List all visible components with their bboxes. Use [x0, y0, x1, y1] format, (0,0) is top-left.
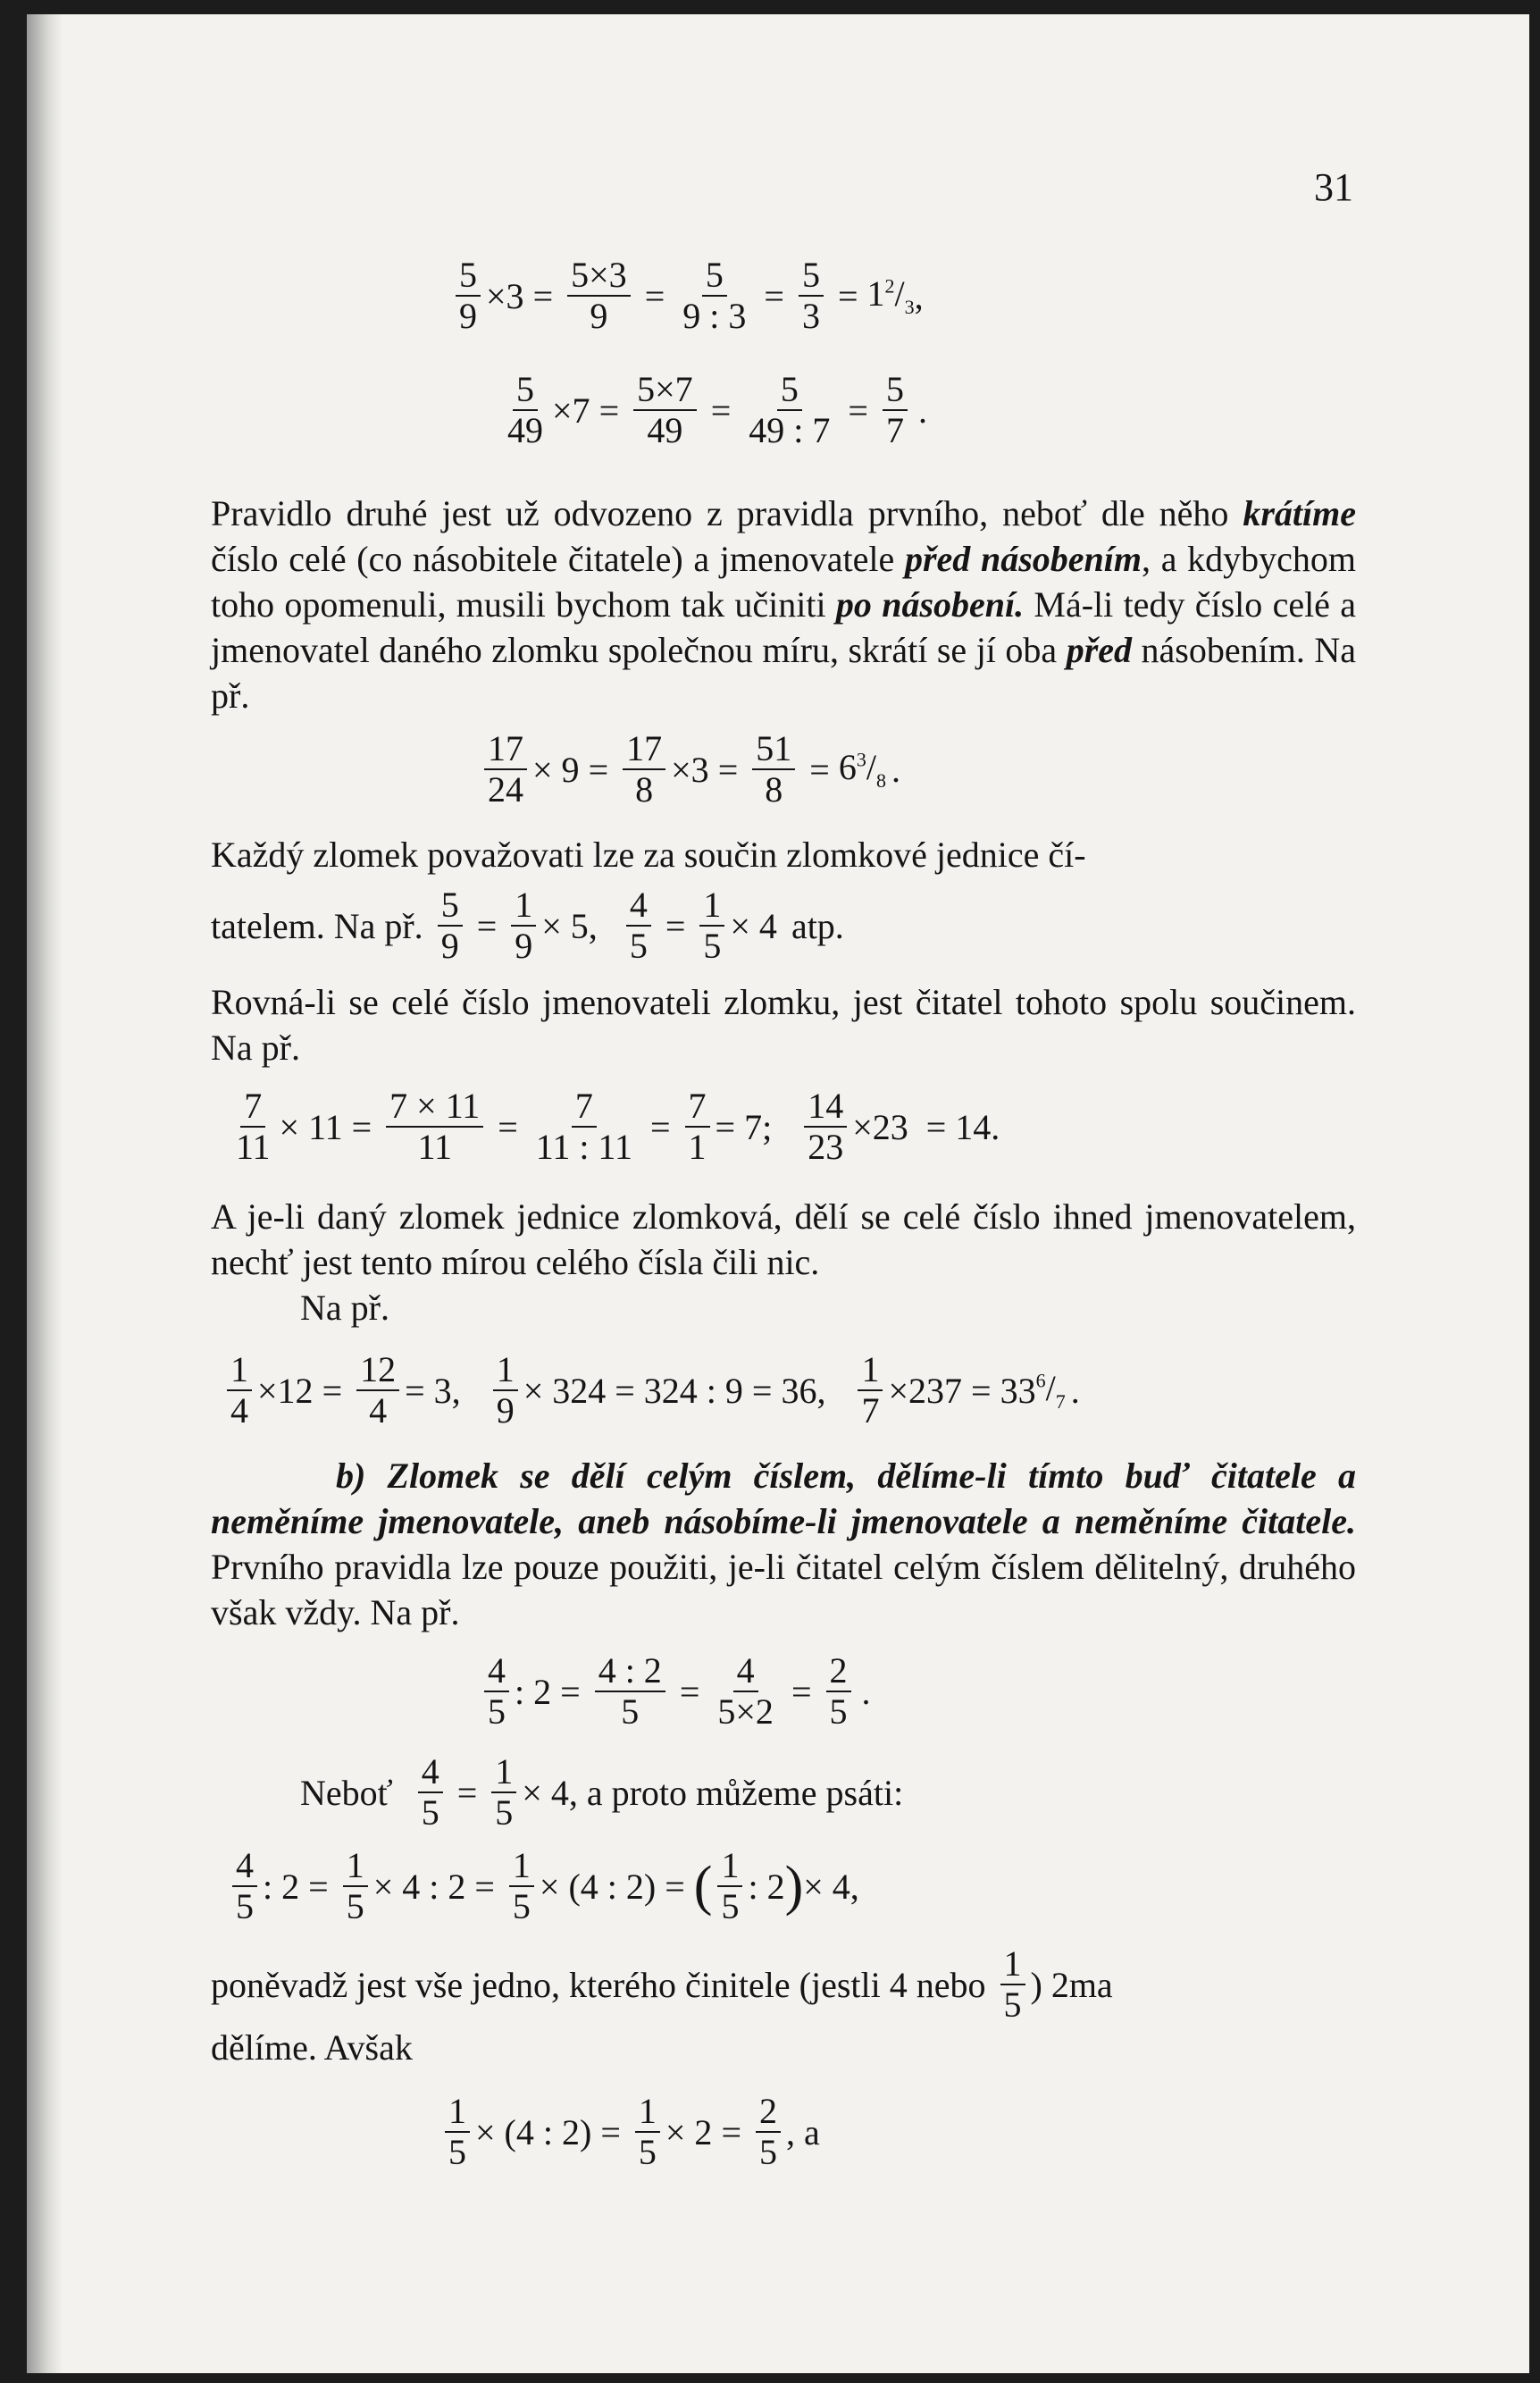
fraction: $\frac{4}{5\times 2}$	[717, 1650, 774, 1732]
equation-3: $\frac{17}{24}$ × 9 = $\frac{17}{8}$ ×3 = $\frac{51}{8}$ = $6^3/_8$ .	[479, 729, 1540, 810]
fraction: $\frac{5\times 3}{9}$	[567, 256, 631, 336]
fraction: $\frac{1}{5}$	[1000, 1944, 1025, 2025]
fraction: $\frac{1}{5}$	[445, 2092, 470, 2172]
fraction: $\frac{7}{11}$	[236, 1086, 271, 1167]
book-page	[27, 14, 1529, 2373]
equation-6: $\frac{1}{4}$ ×12 = $\frac{12}{4}$ = 3, $\frac{1}{9}$ × 324 = 324 : 9 = 36, $\frac{1}{7}$ ×237 = 33 $^6/_7$ .	[222, 1350, 1367, 1431]
fraction: $\frac{17}{8}$	[623, 729, 665, 810]
fraction: $\frac{4}{5}$	[418, 1752, 443, 1833]
equation-11: $\frac{1}{5}$ × (4 : 2) = $\frac{1}{5}$ × 2 = $\frac{2}{5}$ , a	[439, 2092, 1540, 2172]
fraction: $\frac{7 \times 11}{11}$	[386, 1087, 483, 1167]
mixed-number: $6^3/_8$	[838, 747, 886, 792]
fraction: $\frac{7}{11 : 11}$	[535, 1086, 632, 1167]
paragraph-5: b) Zlomek se dělí celým číslem, dělíme-li tímto buď čitatele a neměníme jmenovatele, aneb násobíme-li jmenovatele a neměníme čitatele. Prvního pravidla lze pouze použiti, je-li čitatel celým číslem dělitelný, druhého však vždy. Na př.	[211, 1456, 1356, 1632]
mixed-number: $^6/_7$	[1035, 1368, 1066, 1413]
fraction: $\frac{1}{5}$	[491, 1752, 516, 1833]
fraction: $\frac{7}{1}$	[685, 1087, 710, 1167]
fraction: $\frac{5}{9 : 3}$	[682, 255, 747, 336]
fraction: $\frac{1}{5}$	[717, 1846, 742, 1926]
spine-shadow	[27, 14, 63, 2373]
equation-1: $\frac{5}{9}$ ×3 = $\frac{5\times 3}{9}$ = $\frac{5}{9 : 3}$ = $\frac{5}{3}$ = $1^2/_3$ ,	[450, 256, 1540, 336]
fraction: $\frac{5}{49}$	[507, 369, 543, 450]
fraction: $\frac{4}{5}$	[484, 1651, 509, 1732]
fraction: $\frac{2}{5}$	[756, 2092, 781, 2172]
fraction: $\frac{1}{4}$	[227, 1350, 252, 1431]
fraction: $\frac{51}{8}$	[752, 729, 795, 810]
fraction: $\frac{5\times 7}{49}$	[633, 370, 697, 450]
fraction: $\frac{12}{4}$	[356, 1350, 399, 1431]
fraction: $\frac{17}{24}$	[484, 729, 527, 810]
fraction: $\frac{1}{5}$	[509, 1846, 534, 1926]
fraction: $\frac{5}{49 : 7}$	[749, 369, 831, 450]
fraction: $\frac{14}{23}$	[804, 1087, 847, 1167]
paragraph-3: Rovná-li se celé číslo jmenovateli zlomku, jest čitatel tohoto spolu součinem. Na př.	[211, 982, 1356, 1068]
fraction: $\frac{4}{5}$	[232, 1846, 257, 1926]
equation-2: $\frac{5}{49}$ ×7 = $\frac{5\times 7}{49}$ = $\frac{5}{49 : 7}$ = $\frac{5}{7}$ .	[498, 370, 1540, 450]
paragraph-4: A je-li daný zlomek jednice zlomková, dělí se celé číslo ihned jmenovatelem, nechť jest tento mírou celého čísla čili nic.	[211, 1196, 1356, 1282]
fraction: $\frac{1}{9}$	[511, 885, 536, 966]
paragraph-6: dělíme. Avšak	[211, 2027, 413, 2068]
paragraph-4-na-pr: Na př.	[300, 1288, 389, 1328]
equation-5: $\frac{7}{11}$ × 11 = $\frac{7 \times 11}{11}$ = $\frac{7}{11 : 11}$ = $\frac{7}{1}$ = 7; $\frac{14}{23}$ ×23 = 14.	[227, 1087, 1372, 1167]
fraction: $\frac{4}{5}$	[626, 885, 651, 966]
equation-10: poněvadž jest vše jedno, kterého činitele (jestli 4 nebo $\frac{1}{5}$ ) 2ma	[211, 1943, 1113, 2025]
paragraph-2-line1: Každý zlomek považovati lze za součin zlomkové jednice čí-	[211, 835, 1086, 875]
mixed-number: $1^2/_3$	[866, 273, 915, 318]
fraction: $\frac{5}{3}$	[799, 256, 824, 336]
equation-9: $\frac{4}{5}$ : 2 = $\frac{1}{5}$ × 4 : 2 = $\frac{1}{5}$ × (4 : 2) = ( $\frac{1}{5}$ : 2 ) × 4,	[227, 1846, 1372, 1926]
fraction: $\frac{5}{9}$	[438, 885, 463, 966]
fraction: $\frac{1}{5}$	[343, 1846, 368, 1926]
fraction: $\frac{1}{5}$	[699, 885, 724, 966]
equation-8: Neboť $\frac{4}{5}$ = $\frac{1}{5}$ × 4, a proto můžeme psáti:	[300, 1751, 904, 1833]
fraction: $\frac{4 : 2}{5}$	[595, 1651, 665, 1732]
page-number: 31	[1314, 165, 1353, 209]
fraction: $\frac{5}{9}$	[456, 256, 481, 336]
equation-4: tatelem. Na př. $\frac{5}{9}$ = $\frac{1}{9}$ × 5, $\frac{4}{5}$ = $\frac{1}{5}$ × 4 atp.	[211, 885, 844, 966]
fraction: $\frac{1}{9}$	[493, 1350, 518, 1431]
equation-7: $\frac{4}{5}$ : 2 = $\frac{4 : 2}{5}$ = $\frac{4}{5\times 2}$ = $\frac{2}{5}$ .	[479, 1651, 1540, 1732]
fraction: $\frac{1}{5}$	[635, 2092, 660, 2172]
fraction: $\frac{1}{7}$	[858, 1350, 883, 1431]
fraction: $\frac{2}{5}$	[826, 1651, 851, 1732]
fraction: $\frac{5}{7}$	[883, 370, 908, 450]
paragraph-1: Pravidlo druhé jest už odvozeno z pravidla prvního, neboť dle něho krátíme číslo celé (co násobitele čitatele) a jmenovatele před násobením, a kdybychom toho opomenuli, musili bychom tak učiniti po násobení. Má-li tedy číslo celé a jmenovatel daného zlomku společnou míru, skrátí se jí oba před násobením. Na př.	[211, 493, 1357, 716]
